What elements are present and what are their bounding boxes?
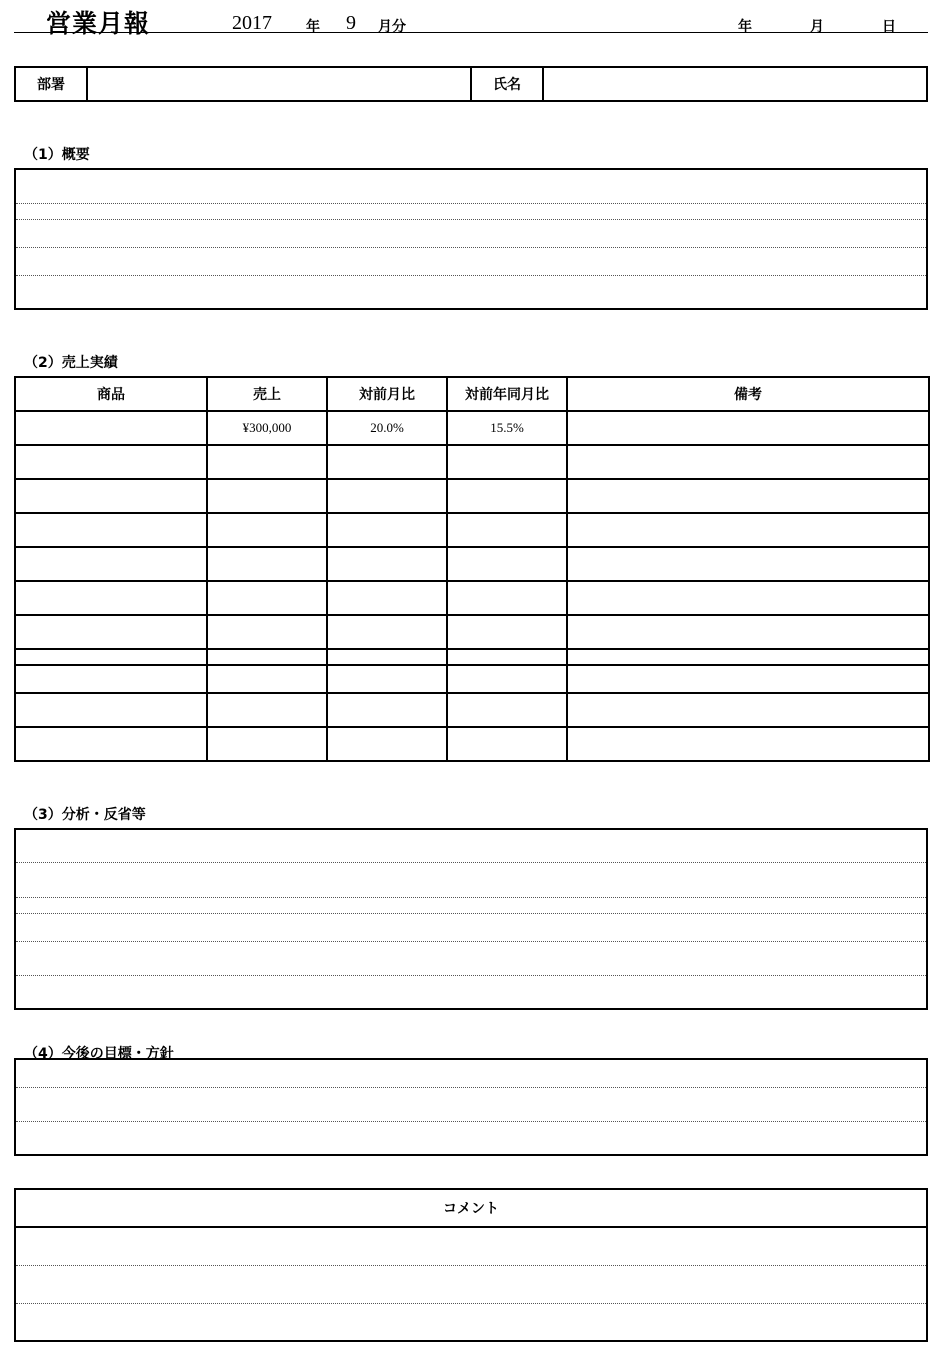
rule-line xyxy=(16,1265,926,1266)
cell-yoy[interactable] xyxy=(447,665,567,693)
name-label: 氏名 xyxy=(472,68,544,100)
rule-line xyxy=(16,247,926,248)
cell-product[interactable] xyxy=(15,665,207,693)
cell-yoy[interactable]: 15.5% xyxy=(447,411,567,445)
rule-line xyxy=(16,975,926,976)
cell-yoy[interactable] xyxy=(447,445,567,479)
rule-line xyxy=(16,941,926,942)
cell-product[interactable] xyxy=(15,693,207,727)
analysis-box[interactable] xyxy=(14,828,928,1010)
cell-product[interactable] xyxy=(15,649,207,665)
cell-yoy[interactable] xyxy=(447,547,567,581)
table-row xyxy=(15,411,929,445)
overview-box[interactable] xyxy=(14,168,928,310)
cell-mom[interactable] xyxy=(327,581,447,615)
table-row xyxy=(15,693,929,727)
header-underline xyxy=(14,32,928,33)
sales-header-row xyxy=(15,377,929,411)
cell-mom[interactable] xyxy=(327,615,447,649)
col-mom: 対前月比 xyxy=(327,377,447,411)
department-label: 部署 xyxy=(16,68,88,100)
table-row xyxy=(15,649,929,665)
rule-line xyxy=(16,913,926,914)
cell-remarks[interactable] xyxy=(567,547,929,581)
col-product: 商品 xyxy=(15,377,207,411)
comment-box xyxy=(14,1188,928,1342)
rule-line xyxy=(16,897,926,898)
cell-mom[interactable] xyxy=(327,693,447,727)
cell-product[interactable] xyxy=(15,581,207,615)
cell-mom[interactable] xyxy=(327,479,447,513)
cell-yoy[interactable] xyxy=(447,615,567,649)
cell-remarks[interactable] xyxy=(567,513,929,547)
cell-remarks[interactable] xyxy=(567,411,929,445)
cell-product[interactable] xyxy=(15,615,207,649)
cell-mom[interactable] xyxy=(327,665,447,693)
cell-mom[interactable] xyxy=(327,547,447,581)
rule-line xyxy=(16,203,926,204)
cell-mom[interactable] xyxy=(327,649,447,665)
overview-heading: （1）概要 xyxy=(24,147,90,163)
date-day-label: 日 xyxy=(882,19,896,35)
table-row xyxy=(15,581,929,615)
report-title: 営業月報 xyxy=(46,9,151,38)
table-row xyxy=(15,547,929,581)
cell-sales[interactable] xyxy=(207,581,327,615)
comment-field[interactable] xyxy=(16,1228,926,1340)
cell-remarks[interactable] xyxy=(567,693,929,727)
cell-sales[interactable] xyxy=(207,445,327,479)
cell-mom[interactable]: 20.0% xyxy=(327,411,447,445)
cell-remarks[interactable] xyxy=(567,479,929,513)
report-year: 2017 xyxy=(232,12,272,34)
cell-sales[interactable] xyxy=(207,727,327,761)
cell-yoy[interactable] xyxy=(447,727,567,761)
cell-remarks[interactable] xyxy=(567,581,929,615)
table-row xyxy=(15,513,929,547)
name-field[interactable] xyxy=(544,68,926,100)
cell-sales[interactable]: ¥300,000 xyxy=(207,411,327,445)
cell-remarks[interactable] xyxy=(567,445,929,479)
cell-product[interactable] xyxy=(15,411,207,445)
cell-product[interactable] xyxy=(15,445,207,479)
cell-yoy[interactable] xyxy=(447,649,567,665)
cell-remarks[interactable] xyxy=(567,615,929,649)
rule-line xyxy=(16,219,926,220)
cell-mom[interactable] xyxy=(327,513,447,547)
sales-heading: （2）売上実績 xyxy=(24,355,118,371)
cell-sales[interactable] xyxy=(207,665,327,693)
table-row xyxy=(15,445,929,479)
cell-product[interactable] xyxy=(15,727,207,761)
cell-product[interactable] xyxy=(15,513,207,547)
cell-sales[interactable] xyxy=(207,479,327,513)
analysis-heading: （3）分析・反省等 xyxy=(24,807,146,823)
month-label: 月分 xyxy=(378,19,406,35)
cell-product[interactable] xyxy=(15,547,207,581)
col-yoy: 対前年同月比 xyxy=(447,377,567,411)
cell-remarks[interactable] xyxy=(567,665,929,693)
cell-sales[interactable] xyxy=(207,693,327,727)
table-row xyxy=(15,479,929,513)
rule-line xyxy=(16,275,926,276)
cell-sales[interactable] xyxy=(207,615,327,649)
rule-line xyxy=(16,1121,926,1122)
sales-table xyxy=(14,376,930,762)
goals-heading: （4）今後の目標・方針 xyxy=(24,1046,174,1062)
rule-line xyxy=(16,1087,926,1088)
table-row xyxy=(15,615,929,649)
col-remarks: 備考 xyxy=(567,377,929,411)
cell-product[interactable] xyxy=(15,479,207,513)
info-row xyxy=(14,66,928,102)
cell-remarks[interactable] xyxy=(567,649,929,665)
cell-mom[interactable] xyxy=(327,727,447,761)
cell-remarks[interactable] xyxy=(567,727,929,761)
cell-yoy[interactable] xyxy=(447,581,567,615)
cell-sales[interactable] xyxy=(207,513,327,547)
department-field[interactable] xyxy=(88,68,472,100)
rule-line xyxy=(16,1303,926,1304)
cell-mom[interactable] xyxy=(327,445,447,479)
comment-heading: コメント xyxy=(16,1190,926,1228)
cell-yoy[interactable] xyxy=(447,479,567,513)
col-sales: 売上 xyxy=(207,377,327,411)
table-row xyxy=(15,665,929,693)
cell-yoy[interactable] xyxy=(447,693,567,727)
year-label: 年 xyxy=(306,19,320,35)
cell-sales[interactable] xyxy=(207,649,327,665)
table-row xyxy=(15,727,929,761)
goals-box[interactable] xyxy=(14,1058,928,1156)
cell-sales[interactable] xyxy=(207,547,327,581)
cell-yoy[interactable] xyxy=(447,513,567,547)
report-month: 9 xyxy=(346,12,356,34)
rule-line xyxy=(16,862,926,863)
date-year-label: 年 xyxy=(738,19,752,35)
date-month-label: 月 xyxy=(810,19,824,35)
